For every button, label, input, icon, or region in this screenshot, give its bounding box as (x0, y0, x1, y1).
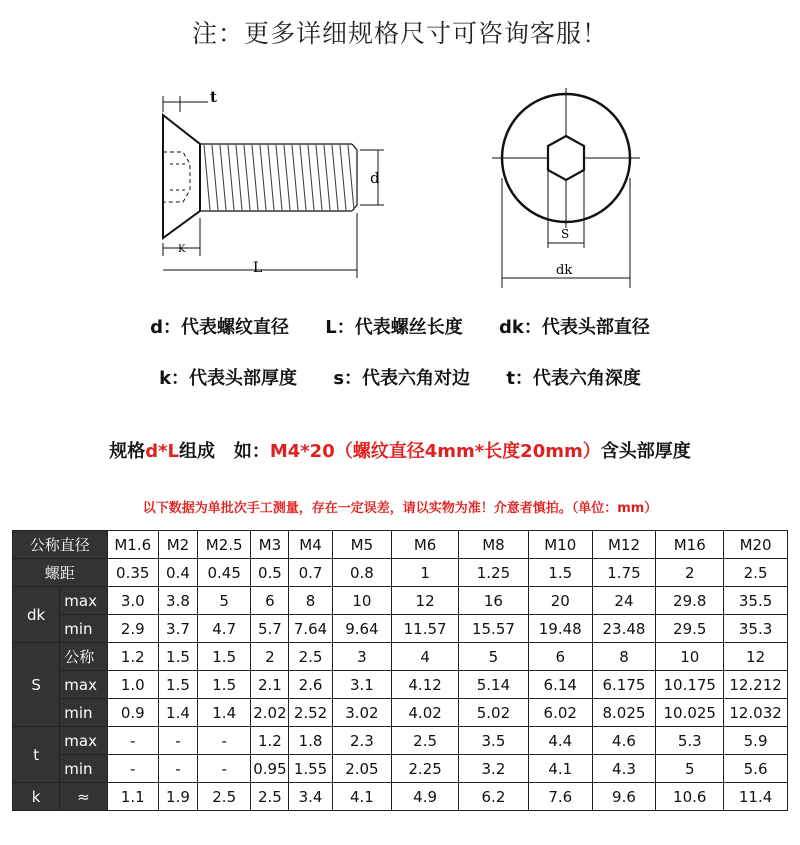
k-approx-label: ≈ (60, 783, 107, 811)
spec-mid: 组成 如： (179, 441, 270, 462)
t-min-cell: 5 (656, 755, 724, 783)
dk-max-label: max (60, 587, 107, 615)
t-max-cell: 1.8 (289, 727, 332, 755)
pitch-cell: 1.5 (528, 559, 592, 587)
k-cell: 2.5 (197, 783, 250, 811)
pitch-cell: 1.75 (592, 559, 656, 587)
dk-min-cell: 19.48 (528, 615, 592, 643)
s-min-cell: 4.02 (392, 699, 459, 727)
size-header-cell: M20 (724, 531, 788, 559)
s-max-cell: 2.1 (251, 671, 289, 699)
t-min-cell: - (197, 755, 250, 783)
legend-dk: dk：代表头部直径 (499, 317, 650, 338)
t-min-cell: 4.1 (528, 755, 592, 783)
table-row (13, 755, 788, 783)
table-row (13, 615, 788, 643)
t-max-cell: 1.2 (251, 727, 289, 755)
spec-prefix: 规格 (109, 441, 146, 462)
thread-line (260, 145, 266, 210)
k-cell: 4.1 (332, 783, 392, 811)
dk-max-cell: 20 (528, 587, 592, 615)
thread-line (252, 145, 258, 210)
dim-label-s: S (561, 227, 570, 241)
s-nom-cell: 10 (656, 643, 724, 671)
pitch-cell: 2 (656, 559, 724, 587)
s-max-cell: 3.1 (332, 671, 392, 699)
s-min-cell: 3.02 (332, 699, 392, 727)
t-min-cell: 1.55 (289, 755, 332, 783)
s-label: S (13, 643, 60, 727)
s-max-cell: 1.5 (158, 671, 197, 699)
s-min-cell: 12.032 (724, 699, 788, 727)
dk-max-cell: 6 (251, 587, 289, 615)
dk-min-cell: 2.9 (107, 615, 158, 643)
table-row (13, 699, 788, 727)
k-cell: 9.6 (592, 783, 656, 811)
size-header-cell: M16 (656, 531, 724, 559)
dk-min-cell: 23.48 (592, 615, 656, 643)
dk-label: dk (13, 587, 60, 643)
legend-row-1 (0, 313, 800, 339)
legend-row-2 (0, 364, 800, 390)
thread-line (332, 145, 338, 210)
s-nom-cell: 6 (528, 643, 592, 671)
size-header-cell: M10 (528, 531, 592, 559)
dk-min-label: min (60, 615, 107, 643)
legend-d: d：代表螺纹直径 (150, 317, 289, 338)
s-min-cell: 5.02 (459, 699, 529, 727)
dk-max-cell: 3.0 (107, 587, 158, 615)
s-nom-cell: 4 (392, 643, 459, 671)
s-min-label: min (60, 699, 107, 727)
thread-line (300, 145, 306, 210)
pitch-cell: 0.7 (289, 559, 332, 587)
t-min-cell: 3.2 (459, 755, 529, 783)
size-header-cell: M12 (592, 531, 656, 559)
table-row (13, 783, 788, 811)
thread-line (284, 145, 290, 210)
k-cell: 1.9 (158, 783, 197, 811)
size-header-cell: M6 (392, 531, 459, 559)
spec-table (12, 530, 788, 811)
s-max-cell: 10.175 (656, 671, 724, 699)
s-nom-label: 公称 (60, 643, 107, 671)
dim-label-d: d (370, 169, 380, 187)
thread-line (324, 145, 330, 210)
k-cell: 4.9 (392, 783, 459, 811)
pitch-cell: 0.35 (107, 559, 158, 587)
s-nom-cell: 12 (724, 643, 788, 671)
dk-max-cell: 12 (392, 587, 459, 615)
dk-min-cell: 35.3 (724, 615, 788, 643)
s-min-cell: 2.52 (289, 699, 332, 727)
t-max-cell: 5.3 (656, 727, 724, 755)
s-min-cell: 6.02 (528, 699, 592, 727)
table-row (13, 643, 788, 671)
header-label: 公称直径 (13, 531, 108, 559)
k-cell: 6.2 (459, 783, 529, 811)
thread-line (236, 145, 242, 210)
t-max-cell: 4.6 (592, 727, 656, 755)
s-max-cell: 1.5 (197, 671, 250, 699)
s-max-cell: 5.14 (459, 671, 529, 699)
size-header-cell: M1.6 (107, 531, 158, 559)
k-cell: 10.6 (656, 783, 724, 811)
t-max-cell: 3.5 (459, 727, 529, 755)
s-max-cell: 6.14 (528, 671, 592, 699)
thread-line (316, 145, 322, 210)
thread-line (212, 145, 218, 210)
pitch-cell: 0.45 (197, 559, 250, 587)
t-max-cell: - (107, 727, 158, 755)
legend-l: L：代表螺丝长度 (325, 317, 463, 338)
t-max-label: max (60, 727, 107, 755)
s-nom-cell: 1.2 (107, 643, 158, 671)
dk-max-cell: 10 (332, 587, 392, 615)
t-max-cell: 2.5 (392, 727, 459, 755)
s-max-cell: 1.0 (107, 671, 158, 699)
dim-label-k: K (178, 244, 186, 255)
dk-min-cell: 15.57 (459, 615, 529, 643)
thread-line (204, 145, 210, 210)
t-min-cell: 2.05 (332, 755, 392, 783)
s-nom-cell: 1.5 (158, 643, 197, 671)
dk-max-cell: 3.8 (158, 587, 197, 615)
dk-max-cell: 8 (289, 587, 332, 615)
dk-min-cell: 9.64 (332, 615, 392, 643)
dim-label-l: L (253, 260, 263, 276)
pitch-label: 螺距 (13, 559, 108, 587)
dk-max-cell: 16 (459, 587, 529, 615)
size-header-cell: M8 (459, 531, 529, 559)
thread-line (276, 145, 282, 210)
pitch-cell: 1 (392, 559, 459, 587)
s-max-label: max (60, 671, 107, 699)
s-min-cell: 1.4 (158, 699, 197, 727)
k-cell: 11.4 (724, 783, 788, 811)
thread-line (340, 145, 346, 210)
t-max-cell: 2.3 (332, 727, 392, 755)
spec-example-line (0, 437, 800, 463)
size-header-cell: M5 (332, 531, 392, 559)
legend-s: s：代表六角对边 (333, 368, 471, 389)
table-row (13, 559, 788, 587)
s-min-cell: 2.02 (251, 699, 289, 727)
s-max-cell: 6.175 (592, 671, 656, 699)
legend-k: k：代表头部厚度 (159, 368, 298, 389)
t-min-cell: 5.6 (724, 755, 788, 783)
s-max-cell: 2.6 (289, 671, 332, 699)
s-max-cell: 4.12 (392, 671, 459, 699)
table-row (13, 531, 788, 559)
notice-title: 注：更多详细规格尺寸可咨询客服！ (191, 19, 608, 48)
dk-min-cell: 29.5 (656, 615, 724, 643)
screw-top-view (492, 88, 640, 288)
dk-min-cell: 5.7 (251, 615, 289, 643)
screw-diagram (0, 78, 800, 298)
t-max-cell: 5.9 (724, 727, 788, 755)
thread-line (268, 145, 274, 210)
s-nom-cell: 1.5 (197, 643, 250, 671)
t-min-label: min (60, 755, 107, 783)
dk-max-cell: 35.5 (724, 587, 788, 615)
legend-t: t：代表六角深度 (506, 368, 641, 389)
t-min-cell: 2.25 (392, 755, 459, 783)
measurement-note: 以下数据为单批次手工测量，存在一定误差，请以实物为准！介意者慎拍。（单位：mm） (142, 501, 658, 516)
s-nom-cell: 2 (251, 643, 289, 671)
t-max-cell: - (158, 727, 197, 755)
thread-line (228, 145, 234, 210)
dk-min-cell: 4.7 (197, 615, 250, 643)
screw-side-view (163, 96, 384, 278)
k-cell: 2.5 (251, 783, 289, 811)
size-header-cell: M2 (158, 531, 197, 559)
size-header-cell: M2.5 (197, 531, 250, 559)
s-nom-cell: 2.5 (289, 643, 332, 671)
pitch-cell: 0.5 (251, 559, 289, 587)
table-row (13, 671, 788, 699)
thread-line (244, 145, 250, 210)
dk-max-cell: 29.8 (656, 587, 724, 615)
spec-suffix: 含头部厚度 (600, 441, 691, 462)
k-label: k (13, 783, 60, 811)
s-nom-cell: 3 (332, 643, 392, 671)
t-label: t (13, 727, 60, 783)
s-min-cell: 0.9 (107, 699, 158, 727)
size-header-cell: M4 (289, 531, 332, 559)
thread-line (308, 145, 314, 210)
s-min-cell: 10.025 (656, 699, 724, 727)
t-min-cell: 0.95 (251, 755, 289, 783)
table-row (13, 587, 788, 615)
dim-label-t: t (210, 88, 217, 106)
t-min-cell: - (158, 755, 197, 783)
s-min-cell: 8.025 (592, 699, 656, 727)
spec-example: M4*20（螺纹直径4mm*长度20mm） (269, 441, 601, 462)
dk-min-cell: 3.7 (158, 615, 197, 643)
dk-min-cell: 11.57 (392, 615, 459, 643)
t-min-cell: - (107, 755, 158, 783)
s-nom-cell: 8 (592, 643, 656, 671)
dk-max-cell: 24 (592, 587, 656, 615)
table-row (13, 727, 788, 755)
thread-line (220, 145, 226, 210)
pitch-cell: 2.5 (724, 559, 788, 587)
k-cell: 1.1 (107, 783, 158, 811)
size-header-cell: M3 (251, 531, 289, 559)
dk-min-cell: 7.64 (289, 615, 332, 643)
thread-line (292, 145, 298, 210)
k-cell: 3.4 (289, 783, 332, 811)
s-max-cell: 12.212 (724, 671, 788, 699)
pitch-cell: 0.8 (332, 559, 392, 587)
pitch-cell: 1.25 (459, 559, 529, 587)
k-cell: 7.6 (528, 783, 592, 811)
dk-max-cell: 5 (197, 587, 250, 615)
dim-label-dk: dk (556, 263, 573, 278)
s-nom-cell: 5 (459, 643, 529, 671)
s-min-cell: 1.4 (197, 699, 250, 727)
spec-dl: d*L (145, 441, 180, 462)
t-max-cell: - (197, 727, 250, 755)
thread-line (348, 145, 354, 210)
t-min-cell: 4.3 (592, 755, 656, 783)
t-max-cell: 4.4 (528, 727, 592, 755)
pitch-cell: 0.4 (158, 559, 197, 587)
